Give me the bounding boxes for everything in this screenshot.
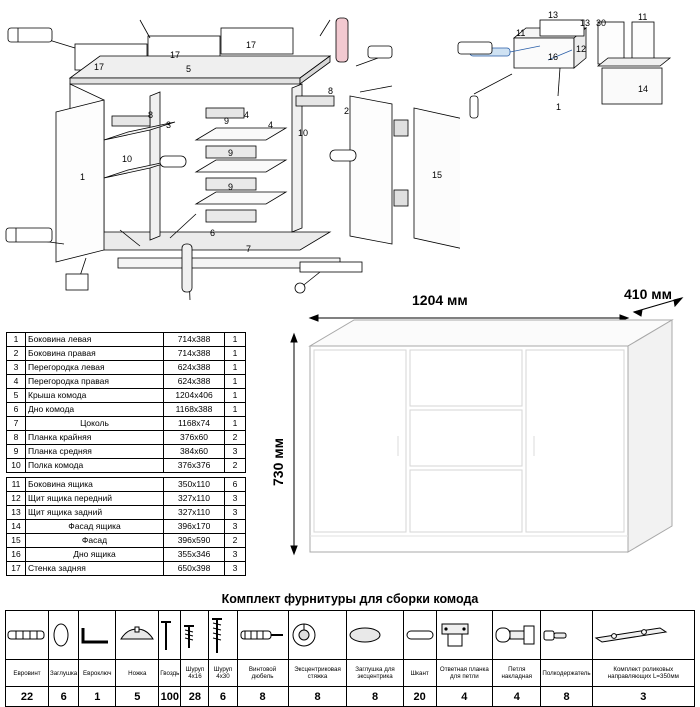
exploded-assembly-diagram [0,0,460,310]
part-name: Планка крайняя [26,431,164,445]
part-index: 9 [7,445,26,459]
svg-text:15: 15 [432,170,443,180]
svg-text:1: 1 [80,172,86,182]
table-row [7,506,246,520]
part-qty: 6 [225,478,246,492]
drawer-detail-diagram [452,4,698,124]
table-row [7,492,246,506]
part-qty: 1 [225,333,246,347]
part-qty: 3 [225,445,246,459]
svg-text:3: 3 [166,120,172,130]
part-index: 3 [7,361,26,375]
table-row [7,347,246,361]
eurobolt-icon [6,611,49,660]
table-row [7,431,246,445]
table-row [7,389,246,403]
svg-text:6: 6 [210,228,216,238]
svg-text:9: 9 [224,116,230,126]
part-index: 13 [7,506,26,520]
part-qty: 3 [225,562,246,576]
hardware-qty: 20 [403,687,436,707]
svg-text:16: 16 [548,52,559,62]
part-name: Фасад [26,534,164,548]
part-index: 10 [7,459,26,473]
hardware-name: Ответная планка для петли [436,660,493,687]
hardware-name: Заглушка для эксцентрика [347,660,403,687]
part-size: 384х60 [164,445,225,459]
part-qty: 2 [225,534,246,548]
svg-text:2: 2 [344,106,350,116]
part-name: Щит ящика задний [26,506,164,520]
part-qty: 1 [225,403,246,417]
part-size: 1168х74 [164,417,225,431]
part-qty: 1 [225,361,246,375]
hardware-qty: 8 [347,687,403,707]
part-name: Крыша комода [26,389,164,403]
nail-icon [159,611,181,660]
depth-dimension-label: 410 мм [624,286,672,302]
svg-text:4: 4 [244,110,250,120]
svg-text:11: 11 [516,28,526,38]
part-name: Полка комода [26,459,164,473]
part-name: Цоколь [26,417,164,431]
part-size: 396х590 [164,534,225,548]
hardware-quantities-row [6,687,695,707]
hardware-names-row [6,660,695,687]
part-name: Боковина левая [26,333,164,347]
part-size: 1204х406 [164,389,225,403]
part-index: 16 [7,548,26,562]
part-size: 624х388 [164,361,225,375]
hardware-name: Евроключ [79,660,116,687]
part-size: 327х110 [164,492,225,506]
part-qty: 1 [225,375,246,389]
svg-text:7: 7 [246,244,252,254]
part-index: 8 [7,431,26,445]
part-name: Дно ящика [26,548,164,562]
hardware-name: Шкант [403,660,436,687]
table-row [7,361,246,375]
svg-text:8: 8 [328,86,334,96]
part-name: Стенка задняя [26,562,164,576]
svg-text:1: 1 [556,102,562,112]
svg-text:10: 10 [122,154,133,164]
hardware-qty: 4 [493,687,541,707]
cam-lock-icon [288,611,347,660]
part-size: 396х170 [164,520,225,534]
cap-icon [49,611,79,660]
part-name: Боковина правая [26,347,164,361]
svg-text:30: 30 [596,18,607,28]
hardware-qty: 1 [79,687,116,707]
hardware-qty: 22 [6,687,49,707]
svg-text:11: 11 [638,12,648,22]
hardware-name: Евровинт [6,660,49,687]
table-row [7,403,246,417]
table-row [7,562,246,576]
hardware-name: Ножка [116,660,159,687]
part-name: Дно комода [26,403,164,417]
hardware-name: Винтовой дюбель [237,660,288,687]
hardware-name: Полкодержатель [541,660,592,687]
part-size: 624х388 [164,375,225,389]
hardware-kit-title: Комплект фурнитуры для сборки комода [221,592,479,606]
part-index: 1 [7,333,26,347]
table-row [7,333,246,347]
hardware-qty: 6 [209,687,237,707]
hardware-name: Заглушка [49,660,79,687]
part-size: 650х398 [164,562,225,576]
hardware-qty: 8 [541,687,592,707]
table-row [7,375,246,389]
svg-text:13: 13 [580,18,591,28]
hardware-qty: 8 [288,687,347,707]
dimensioned-cabinet-view [252,286,696,586]
shelf-holder-icon [541,611,592,660]
hardware-qty: 4 [436,687,493,707]
svg-text:17: 17 [170,50,181,60]
parts-table-body [7,333,246,576]
part-size: 350х110 [164,478,225,492]
hardware-name: Петля накладная [493,660,541,687]
part-name: Планка средняя [26,445,164,459]
part-index: 11 [7,478,26,492]
hardware-name: Комплект роликовых направляющих L=350мм [592,660,694,687]
hardware-qty: 3 [592,687,694,707]
part-qty: 3 [225,506,246,520]
table-row [7,417,246,431]
svg-text:17: 17 [94,62,105,72]
svg-text:14: 14 [638,84,649,94]
hardware-qty: 5 [116,687,159,707]
hardware-icons-row [6,611,695,660]
part-index: 15 [7,534,26,548]
part-index: 6 [7,403,26,417]
height-dimension-label: 730 мм [270,438,286,486]
svg-text:9: 9 [228,182,234,192]
svg-text:9: 9 [228,148,234,158]
part-name: Щит ящика передний [26,492,164,506]
screw-4x30-icon [209,611,237,660]
part-name: Боковина ящика [26,478,164,492]
part-index: 12 [7,492,26,506]
part-size: 1168х388 [164,403,225,417]
leg-icon [116,611,159,660]
hardware-name: Шуруп 4х30 [209,660,237,687]
part-qty: 3 [225,520,246,534]
part-index: 17 [7,562,26,576]
svg-text:5: 5 [186,64,192,74]
part-name: Перегородка левая [26,361,164,375]
hinge-plate-icon [436,611,493,660]
width-dimension-label: 1204 мм [412,292,468,308]
table-row [7,459,246,473]
table-row [7,548,246,562]
part-size: 355х346 [164,548,225,562]
part-size: 327х110 [164,506,225,520]
table-row [7,534,246,548]
part-size: 376х60 [164,431,225,445]
hinge-icon [493,611,541,660]
part-name: Перегородка правая [26,375,164,389]
part-qty: 3 [225,492,246,506]
svg-text:12: 12 [576,44,587,54]
hardware-qty: 100 [159,687,181,707]
table-row [7,478,246,492]
part-size: 376х376 [164,459,225,473]
part-index: 7 [7,417,26,431]
part-index: 2 [7,347,26,361]
part-name: Фасад ящика [26,520,164,534]
dowel-icon [237,611,288,660]
svg-text:4: 4 [268,120,274,130]
hardware-kit-table [5,610,695,707]
exploded-drawing-svg [0,0,460,310]
screw-4x16-icon [181,611,209,660]
slide-rail-icon [592,611,694,660]
table-row [7,520,246,534]
table-row [7,445,246,459]
part-index: 5 [7,389,26,403]
svg-text:10: 10 [298,128,309,138]
part-qty: 1 [225,417,246,431]
hardware-name: Эксцентриковая стяжка [288,660,347,687]
part-qty: 2 [225,459,246,473]
parts-list-table [6,332,246,576]
part-size: 714х388 [164,347,225,361]
hardware-qty: 6 [49,687,79,707]
part-qty: 2 [225,431,246,445]
part-index: 4 [7,375,26,389]
dowel-pin-icon [403,611,436,660]
part-qty: 1 [225,347,246,361]
svg-text:8: 8 [148,110,154,120]
hardware-qty: 8 [237,687,288,707]
part-size: 714х388 [164,333,225,347]
part-index: 14 [7,520,26,534]
hardware-qty: 28 [181,687,209,707]
eurokey-icon [79,611,116,660]
svg-text:17: 17 [246,40,257,50]
svg-text:13: 13 [548,10,559,20]
hardware-name: Шуруп 4х16 [181,660,209,687]
part-qty: 1 [225,389,246,403]
hardware-name: Гвоздь [159,660,181,687]
cam-cap-icon [347,611,403,660]
part-qty: 3 [225,548,246,562]
